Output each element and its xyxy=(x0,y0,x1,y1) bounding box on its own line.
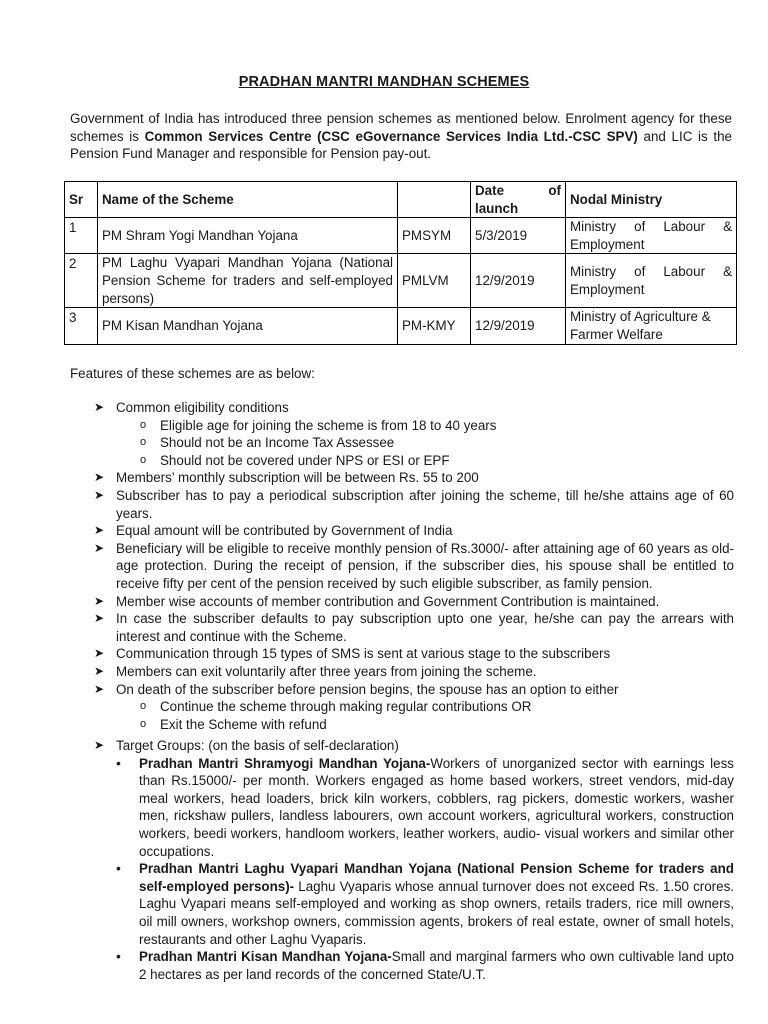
list-item xyxy=(94,487,734,522)
list-item xyxy=(94,948,734,983)
arrow-bullet-icon: ➤ xyxy=(94,540,105,555)
arrow-bullet-icon: ➤ xyxy=(94,611,105,626)
target-heading-text: Target Groups: (on the basis of self-declaration) xyxy=(116,738,399,753)
features-heading: Features of these schemes are as below: xyxy=(70,366,315,381)
list-item xyxy=(94,860,734,948)
target-groups-heading xyxy=(94,737,734,755)
list-item xyxy=(94,540,734,593)
arrow-bullet-icon: ➤ xyxy=(94,681,105,696)
group-title: Pradhan Mantri Laghu Vyapari Mandhan Yojana (National Pension Scheme for traders and self-employed persons)- xyxy=(139,861,734,894)
subitem-text: Eligible age for joining the scheme is from 18 to 40 years xyxy=(160,417,497,433)
list-item xyxy=(94,663,734,681)
circle-bullet-icon: o xyxy=(140,700,147,713)
subitem-text: Continue the scheme through making regular contributions OR xyxy=(160,699,532,715)
header-abbr xyxy=(398,182,471,218)
feature-text: Equal amount will be contributed by Government of India xyxy=(116,523,453,539)
list-item xyxy=(116,698,734,716)
group-text: Laghu Vyaparis whose annual turnover does not exceed Rs. 1.50 crores. Laghu Vyapari means self-employed and working as shop owners, retails traders, rice mill owners, oil mill owners, workshop owners, commission agents, brokers of real estate, owner of small hotels, restaurants and other Laghu Vyaparis. xyxy=(139,878,734,947)
arrow-bullet-icon: ➤ xyxy=(94,487,105,502)
page-title: PRADHAN MANTRI MANDHAN SCHEMES xyxy=(238,74,530,90)
target-groups-list xyxy=(94,755,734,984)
circle-bullet-icon: o xyxy=(140,717,147,730)
feature-text: Beneficiary will be eligible to receive monthly pension of Rs.3000/- after attaining age of 60 years as old-age protection. During the receipt of pension, if the subscriber dies, his spouse shall be entitled to receive fifty per cent of the pension received by such eligible subscriber, as family pension. xyxy=(116,540,734,591)
schemes-table xyxy=(64,181,737,345)
feature-text: Communication through 15 types of SMS is sent at various stage to the subscribers xyxy=(116,646,611,662)
arrow-bullet-icon: ➤ xyxy=(94,470,105,485)
arrow-bullet-icon: ➤ xyxy=(94,400,105,414)
subitem-text: Exit the Scheme with refund xyxy=(160,716,327,732)
death-options-sublist xyxy=(116,698,734,733)
table-row xyxy=(65,254,737,308)
cell-sr: 3 xyxy=(65,308,98,344)
cell-abbr: PMSYM xyxy=(398,218,471,254)
list-item xyxy=(94,645,734,663)
arrow-bullet-icon: ➤ xyxy=(94,593,105,608)
list-item xyxy=(94,593,734,611)
feature-text: Common eligibility conditions xyxy=(116,400,289,415)
eligibility-sublist xyxy=(116,417,734,470)
feature-text: Subscriber has to pay a periodical subscription after joining the scheme, till he/she attains age of 60 years. xyxy=(116,487,734,521)
cell-date: 5/3/2019 xyxy=(471,218,566,254)
feature-text: Member wise accounts of member contribution and Government Contribution is maintained. xyxy=(116,593,660,609)
list-item xyxy=(94,681,734,734)
table-row xyxy=(65,218,737,254)
intro-paragraph xyxy=(70,110,732,163)
subitem-text: Should not be covered under NPS or ESI or EPF xyxy=(160,452,450,468)
intro-bold-agency: Common Services Centre (CSC eGovernance Services India Ltd.-CSC SPV) xyxy=(144,128,638,144)
feature-text: Members’ monthly subscription will be between Rs. 55 to 200 xyxy=(116,470,479,486)
circle-bullet-icon: o xyxy=(140,453,147,466)
header-date: Date of launch xyxy=(471,182,566,218)
group-text: Workers of unorganized sector with earnings less than Rs.15000/- per month. Workers engaged as home based workers, street vendors, mid-day meal workers, head loaders, brick kiln workers, cobblers, rag pickers, domestic workers, washer men, rickshaw pullers, landless labourers, own account workers, agricultural workers, construction workers, beedi workers, handloom workers, leather workers, audio- visual workers and similar other occupations. xyxy=(139,755,734,859)
list-item xyxy=(94,469,734,487)
circle-bullet-icon: o xyxy=(140,436,147,449)
list-item xyxy=(94,755,734,861)
list-item xyxy=(94,610,734,645)
arrow-bullet-icon: ➤ xyxy=(94,523,105,538)
list-item xyxy=(116,452,734,470)
header-sr: Sr xyxy=(65,182,98,218)
group-text: Small and marginal farmers who own cultivable land upto 2 hectares as per land records of the concerned State/U.T. xyxy=(139,949,734,982)
dot-bullet-icon: • xyxy=(116,948,121,965)
cell-date: 12/9/2019 xyxy=(471,308,566,344)
list-item xyxy=(116,417,734,435)
cell-name: PM Laghu Vyapari Mandhan Yojana (National Pension Scheme for traders and self-employed persons) xyxy=(98,254,398,308)
feature-text: On death of the subscriber before pension begins, the spouse has an option to either xyxy=(116,681,619,697)
cell-abbr: PM-KMY xyxy=(398,308,471,344)
table-header-row xyxy=(65,182,737,218)
header-ministry: Nodal Ministry xyxy=(566,182,737,218)
group-title: Pradhan Mantri Kisan Mandhan Yojana- xyxy=(139,949,392,965)
list-item xyxy=(94,399,734,469)
cell-name: PM Shram Yogi Mandhan Yojana xyxy=(98,218,398,254)
intro-text-end: and LIC is the Pension Fund Manager and responsible for Pension pay-out. xyxy=(70,128,732,162)
feature-text: Members can exit voluntarily after three years from joining the scheme. xyxy=(116,663,537,679)
target-groups-section xyxy=(94,737,734,983)
header-name: Name of the Scheme xyxy=(98,182,398,218)
cell-ministry: Ministry of Labour & Employment xyxy=(566,218,737,254)
arrow-bullet-icon: ➤ xyxy=(94,663,105,678)
cell-sr: 1 xyxy=(65,218,98,254)
features-list xyxy=(94,399,734,733)
cell-sr: 2 xyxy=(65,254,98,308)
circle-bullet-icon: o xyxy=(140,418,147,431)
cell-ministry: Ministry of Labour & Employment xyxy=(566,254,737,308)
cell-ministry: Ministry of Agriculture & Farmer Welfare xyxy=(566,308,737,344)
cell-name: PM Kisan Mandhan Yojana xyxy=(98,308,398,344)
cell-abbr: PMLVM xyxy=(398,254,471,308)
cell-date: 12/9/2019 xyxy=(471,254,566,308)
subitem-text: Should not be an Income Tax Assessee xyxy=(160,435,395,451)
group-title: Pradhan Mantri Shramyogi Mandhan Yojana- xyxy=(139,755,431,771)
arrow-bullet-icon: ➤ xyxy=(94,646,105,661)
list-item xyxy=(116,434,734,452)
feature-text: In case the subscriber defaults to pay subscription upto one year, he/she can pay the arrears with interest and continue with the Scheme. xyxy=(116,611,734,644)
table-row xyxy=(65,308,737,344)
list-item xyxy=(116,716,734,734)
intro-text-start: Government of India has introduced three pension schemes as mentioned below. Enrolment agency for these schemes is xyxy=(70,111,732,144)
list-item xyxy=(94,522,734,540)
dot-bullet-icon: • xyxy=(116,860,121,877)
dot-bullet-icon: • xyxy=(116,754,121,771)
arrow-bullet-icon: ➤ xyxy=(94,738,105,752)
